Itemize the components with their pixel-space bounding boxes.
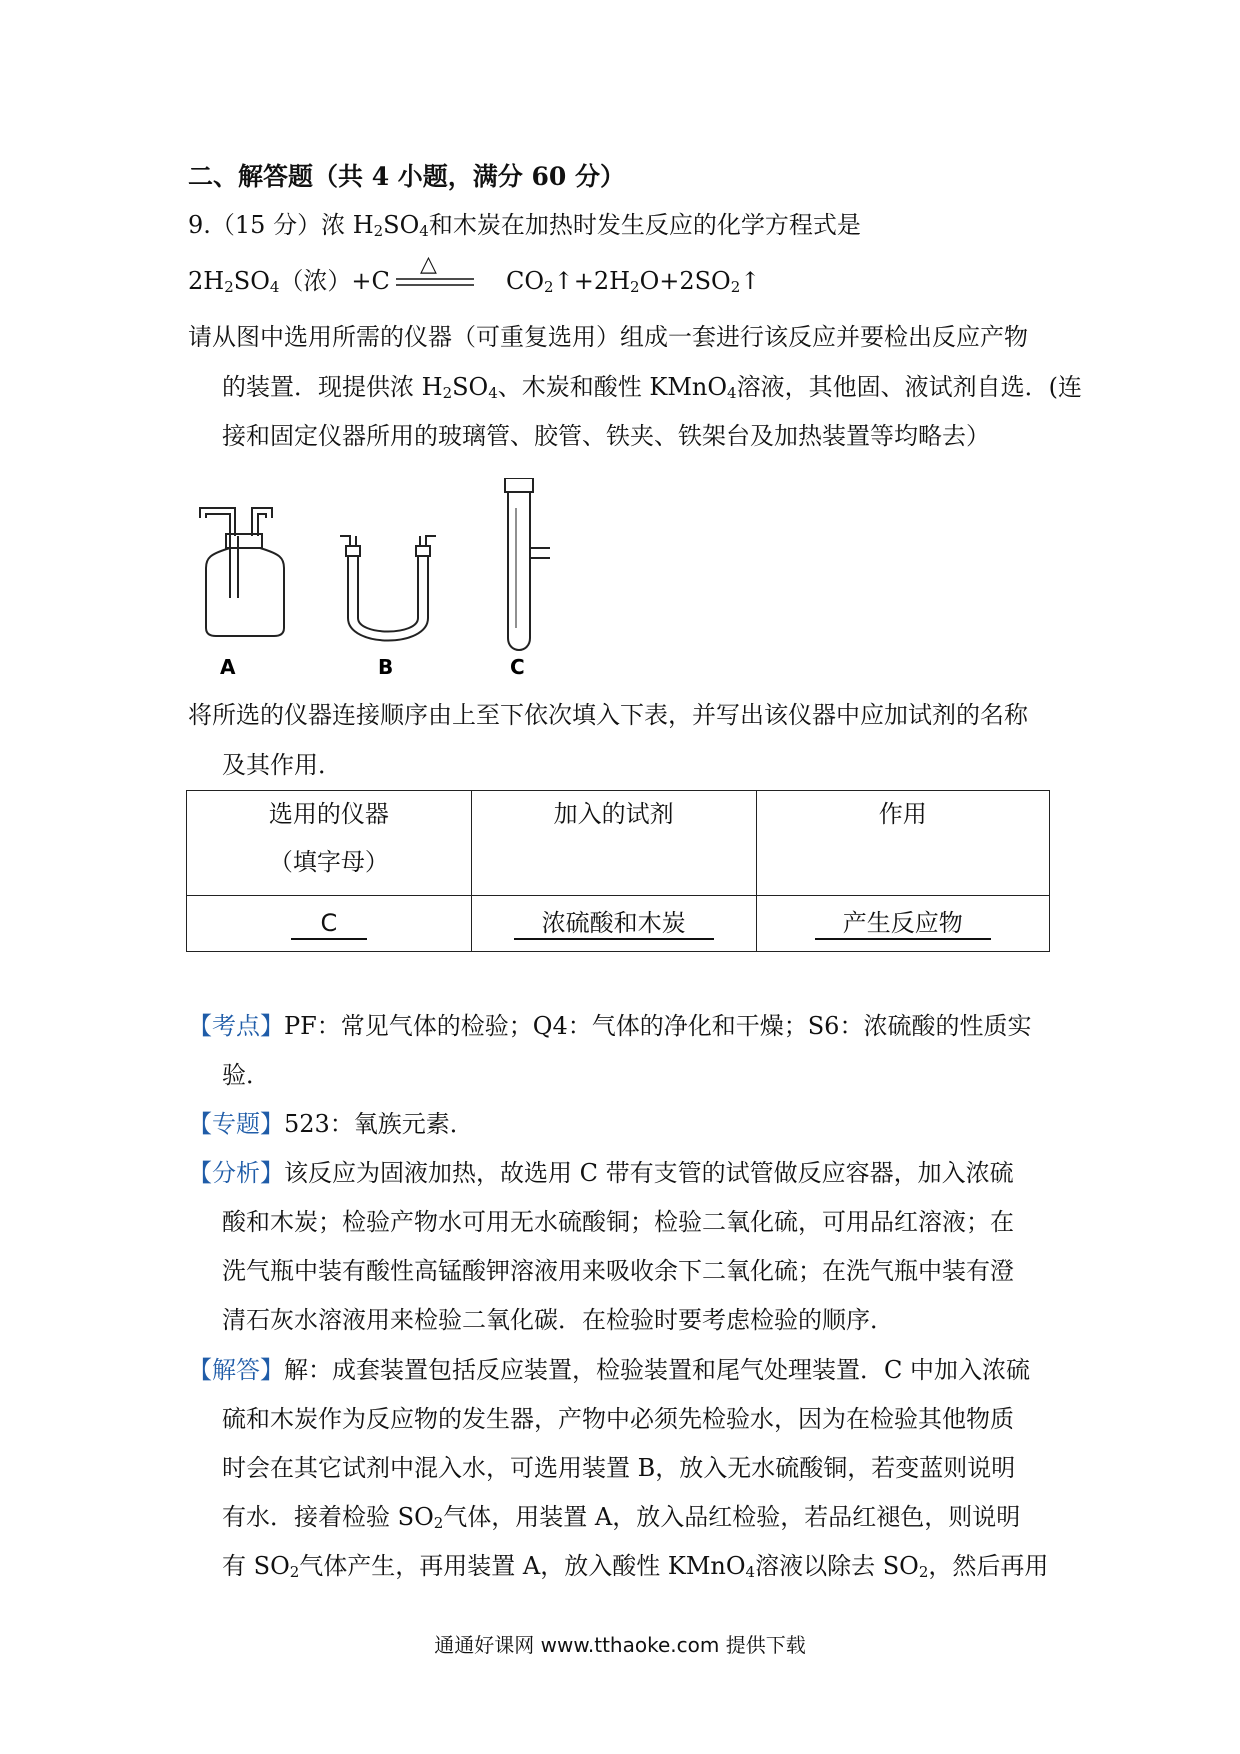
sub: 2	[630, 278, 640, 296]
chemical-equation	[188, 252, 761, 306]
jieda-line-4	[222, 1502, 1020, 1538]
header-reagent: 加入的试剂	[471, 791, 756, 896]
apparatus-figure	[190, 478, 550, 688]
eq-l-b: SO	[233, 267, 270, 295]
apparatus-label-a: A	[220, 655, 236, 679]
jieda-line-1	[188, 1355, 1030, 1385]
sub: 2	[373, 222, 384, 240]
p2-a: 的装置．现提供浓 H	[222, 373, 443, 401]
kaodian-line-2: 验．	[222, 1061, 270, 1089]
jieda-5b: 气体产生，再用装置 A，放入酸性 KMnO	[299, 1552, 746, 1580]
eq-r-d: ↑	[740, 267, 761, 295]
heat-condition: △	[420, 252, 437, 277]
cell-apparatus	[187, 896, 472, 952]
cell-function-value: 产生反应物	[815, 908, 991, 940]
kaodian-line-1	[188, 1011, 1031, 1041]
sub: 4	[269, 278, 280, 296]
equation-right	[506, 266, 760, 302]
jieda-5c: 溶液以除去 SO	[755, 1552, 919, 1580]
header-apparatus-line2: （填字母）	[268, 848, 389, 876]
answer-table	[186, 790, 1050, 952]
sub: 2	[442, 384, 453, 402]
sub: 4	[727, 384, 737, 402]
jieda-line-3: 时会在其它试剂中混入水，可选用装置 B，放入无水硫酸铜，若变蓝则说明	[222, 1454, 1016, 1482]
page-footer: 通通好课网 www.tthaoke.com 提供下载	[434, 1633, 806, 1657]
table-header-row	[187, 791, 1050, 896]
p2-d: 溶液，其他固、液试剂自选．(连	[736, 373, 1082, 401]
section-title: 二、解答题（共 4 小题，满分 60 分）	[188, 162, 626, 191]
sub: 2	[918, 1563, 929, 1581]
p2-b: SO	[452, 373, 489, 401]
q1-a: 9.（15 分）浓 H	[188, 211, 374, 239]
eq-r-c: O+2SO	[639, 267, 731, 295]
eq-r-b: ↑+2H	[553, 267, 631, 295]
sub: 2	[224, 278, 234, 296]
fenxi-line-2: 酸和木炭；检验产物水可用无水硫酸铜；检验二氧化硫，可用品红溶液；在	[222, 1208, 1014, 1236]
sub: 2	[433, 1514, 444, 1532]
fenxi-line-4: 清石灰水溶液用来检验二氧化碳．在检验时要考虑检验的顺序．	[222, 1306, 894, 1334]
fenxi-tag: 【分析】	[188, 1159, 284, 1187]
cell-function	[756, 896, 1049, 952]
apparatus-label-b: B	[378, 655, 394, 679]
apparatus-label-c: C	[510, 655, 525, 679]
cell-reagent-value: 浓硫酸和木炭	[514, 908, 714, 940]
jieda-text-1: 解：成套装置包括反应装置，检验装置和尾气处理装置．C 中加入浓硫	[284, 1356, 1030, 1384]
zhuanti-text: 523：氧族元素．	[284, 1110, 474, 1138]
u-tube-icon	[340, 536, 436, 641]
kaodian-text: PF：常见气体的检验；Q4：气体的净化和干燥；S6：浓硫酸的性质实	[284, 1012, 1032, 1040]
header-apparatus-line1: 选用的仪器	[268, 800, 389, 828]
fenxi-line-3: 洗气瓶中装有酸性高锰酸钾溶液用来吸收余下二氧化硫；在洗气瓶中装有澄	[222, 1257, 1014, 1285]
eq-l-c: （浓）+C	[279, 267, 390, 295]
instruction-line-1: 将所选的仪器连接顺序由上至下依次填入下表，并写出该仪器中应加试剂的名称	[188, 701, 1028, 729]
q1-b: SO	[383, 211, 420, 239]
sub: 2	[730, 278, 741, 296]
p2-c: 、木炭和酸性 KMnO	[497, 373, 728, 401]
jieda-4a: 有水．接着检验 SO	[222, 1503, 434, 1531]
fenxi-text-1: 该反应为固液加热，故选用 C 带有支管的试管做反应容器，加入浓硫	[284, 1159, 1014, 1187]
eq-r-a: CO	[506, 267, 545, 295]
jieda-5a: 有 SO	[222, 1552, 290, 1580]
sub: 2	[289, 1563, 300, 1581]
jieda-4b: 气体，用装置 A，放入品红检验，若品红褪色，则说明	[443, 1503, 1021, 1531]
side-arm-test-tube-icon	[505, 478, 550, 650]
header-apparatus	[187, 791, 472, 896]
kaodian-tag: 【考点】	[188, 1012, 284, 1040]
jieda-tag: 【解答】	[188, 1356, 284, 1384]
jieda-line-2: 硫和木炭作为反应物的发生器，产物中必须先检验水，因为在检验其他物质	[222, 1405, 1014, 1433]
question-paragraph-1: 请从图中选用所需的仪器（可重复选用）组成一套进行该反应并要检出反应产物	[188, 323, 1028, 351]
gas-washing-bottle-icon	[200, 508, 284, 636]
question-paragraph-2	[222, 372, 1082, 408]
sub: 2	[544, 278, 554, 296]
equation-left	[188, 266, 390, 302]
q1-c: 和木炭在加热时发生反应的化学方程式是	[428, 211, 861, 239]
question-paragraph-3: 接和固定仪器所用的玻璃管、胶管、铁夹、铁架台及加热装置等均略去）	[222, 422, 990, 450]
zhuanti-line	[188, 1109, 474, 1139]
header-function: 作用	[756, 791, 1049, 896]
jieda-line-5	[222, 1551, 1048, 1587]
instruction-line-2: 及其作用．	[222, 751, 342, 779]
table-row	[187, 896, 1050, 952]
jieda-5d: ，然后再用	[928, 1552, 1049, 1580]
eq-l-a: 2H	[188, 267, 225, 295]
sub: 4	[745, 1563, 756, 1581]
cell-apparatus-value: C	[291, 908, 368, 940]
fenxi-line-1	[188, 1158, 1014, 1188]
zhuanti-tag: 【专题】	[188, 1110, 284, 1138]
equals-arrow	[396, 276, 474, 290]
cell-reagent	[471, 896, 756, 952]
sub: 4	[488, 384, 498, 402]
question-9-line1	[188, 210, 861, 246]
sub: 4	[419, 222, 429, 240]
